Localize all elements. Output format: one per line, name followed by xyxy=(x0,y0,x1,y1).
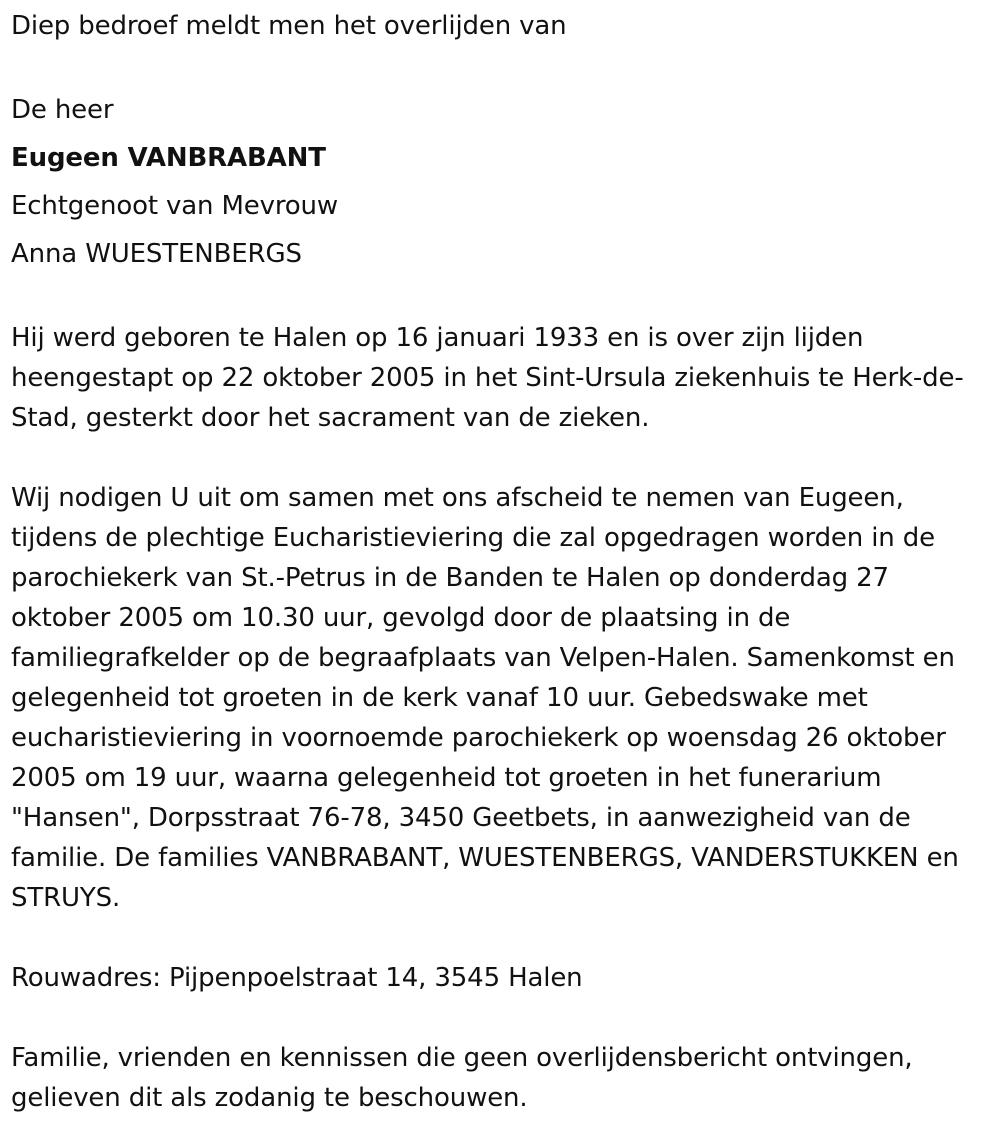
spouse-label: Echtgenoot van Mevrouw xyxy=(11,191,338,221)
deceased-name: Eugeen VANBRABANT xyxy=(11,143,326,173)
birth-paragraph: Hij werd geboren te Halen op 16 januari 1933 en is over zijn lijden heengestapt op 22 oktober 2005 in het Sint-Ursula ziekenhuis te Herk-de-Stad, gesterkt door het sacrament van de zieken. xyxy=(11,323,964,433)
spacer xyxy=(11,998,996,1038)
ceremony-paragraph: Wij nodigen U uit om samen met ons afscheid te nemen van Eugeen, tijdens de plechtige Eucharistieviering die zal opgedragen worden in de parochiekerk van St.-Petrus in de Banden te Halen op donderdag 27 oktober 2005 om 10.30 uur, gevolgd door de plaatsing in de familiegrafkelder op de begraafplaats van Velpen-Halen. Samenkomst en gelegenheid tot groeten in de kerk vanaf 10 uur. Gebedswake met eucharistieviering in voornoemde parochiekerk op woensdag 26 oktober 2005 om 19 uur, waarna gelegenheid tot groeten in het funerarium "Hansen", Dorpsstraat 76-78, 3450 Geetbets, in aanwezigheid van de familie. De families VANBRABANT, WUESTENBERGS, VANDERSTUKKEN en STRUYS. xyxy=(11,483,959,913)
spacer xyxy=(11,46,996,86)
closing-paragraph: Familie, vrienden en kennissen die geen overlijdensbericht ontvingen, gelieven dit als zodanig te beschouwen. xyxy=(11,1043,913,1113)
intro-text: Diep bedroef meldt men het overlijden van xyxy=(11,11,567,41)
death-notice xyxy=(11,6,996,1118)
honorific: De heer xyxy=(11,95,114,125)
mourning-address: Rouwadres: Pijpenpoelstraat 14, 3545 Halen xyxy=(11,963,583,993)
spacer xyxy=(11,438,996,478)
spacer xyxy=(11,918,996,958)
spouse-name: Anna WUESTENBERGS xyxy=(11,239,302,269)
spacer xyxy=(11,278,996,318)
